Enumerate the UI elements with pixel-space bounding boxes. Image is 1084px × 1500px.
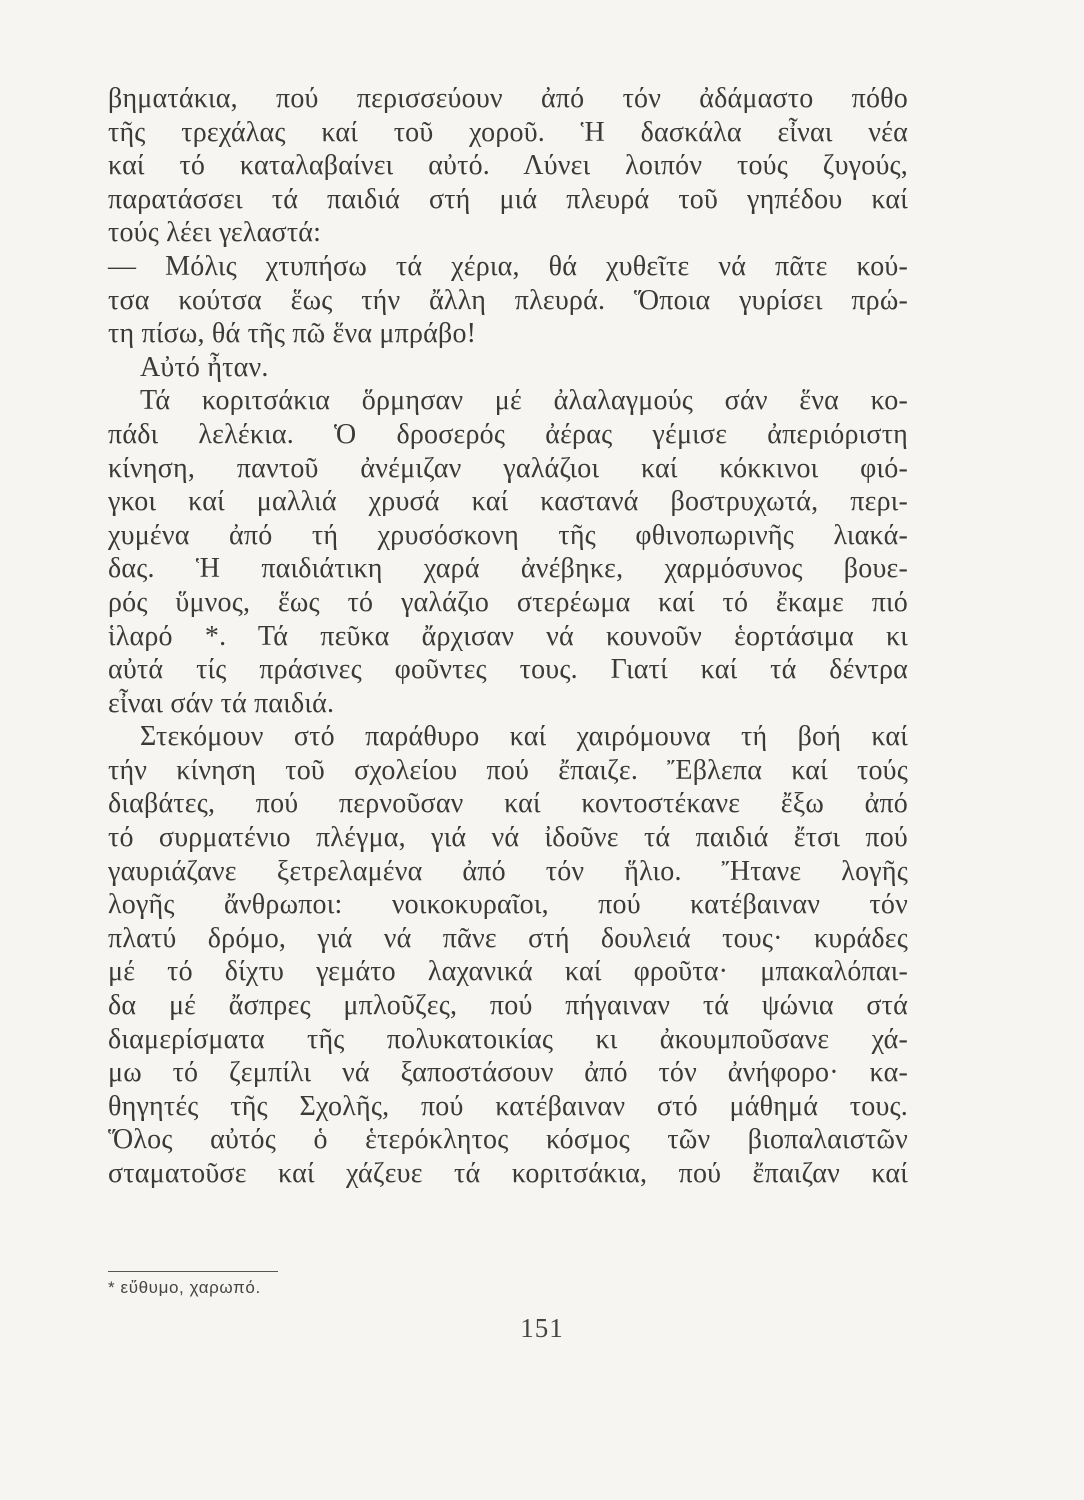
text-line: τῆς τρεχάλας καί τοῦ χοροῦ. Ἡ δασκάλα εἶναι νέα	[108, 116, 908, 148]
text-line: τούς λέει γελαστά:	[108, 217, 322, 249]
body-text	[108, 82, 908, 1191]
text-line: μω τό ζεμπίλι νά ξαποστάσουν ἀπό τόν ἀνήφορο· κα-	[108, 1057, 908, 1089]
text-line: θηγητές τῆς Σχολῆς, πού κατέβαιναν στό μάθημά τους.	[108, 1090, 908, 1122]
text-line: τσα κούτσα ἕως τήν ἄλλη πλευρά. Ὅποια γυρίσει πρώ-	[108, 284, 908, 316]
text-line: εἶναι σάν τά παιδιά.	[108, 687, 335, 719]
text-line: πάδι λελέκια. Ὁ δροσερός ἀέρας γέμισε ἀπεριόριστη	[108, 418, 908, 450]
text-line: ρός ὕμνος, ἕως τό γαλάζιο στερέωμα καί τό ἔκαμε πιό	[108, 586, 908, 618]
text-line: Στεκόμουν στό παράθυρο καί χαιρόμουνα τή βοή καί	[140, 721, 908, 753]
text-line: πλατύ δρόμο, γιά νά πᾶνε στή δουλειά τους· κυράδες	[108, 922, 908, 954]
text-line: δα μέ ἄσπρες μπλοῦζες, πού πήγαιναν τά ψώνια στά	[108, 990, 908, 1022]
text-line: παρατάσσει τά παιδιά στή μιά πλευρά τοῦ γηπέδου καί	[108, 183, 908, 215]
text-line: διαμερίσματα τῆς πολυκατοικίας κι ἀκουμποῦσανε χά-	[108, 1023, 908, 1055]
text-line: γκοι καί μαλλιά χρυσά καί καστανά βοστρυχωτά, περι-	[108, 486, 908, 518]
page-number: 151	[520, 1313, 564, 1343]
text-line: ἱλαρό *. Τά πεῦκα ἄρχισαν νά κουνοῦν ἑορτάσιμα κι	[108, 620, 908, 652]
text-line: τη πίσω, θά τῆς πῶ ἕνα μπράβο!	[108, 318, 477, 350]
text-line: κίνηση, παντοῦ ἀνέμιζαν γαλάζιοι καί κόκκινοι φιό-	[108, 452, 908, 484]
text-line: λογῆς ἄνθρωποι: νοικοκυραῖοι, πού κατέβαιναν τόν	[108, 889, 908, 921]
text-line: καί τό καταλαβαίνει αὐτό. Λύνει λοιπόν τούς ζυγούς,	[108, 150, 908, 182]
text-line: Ὅλος αὐτός ὁ ἑτερόκλητος κόσμος τῶν βιοπαλαιστῶν	[108, 1124, 908, 1156]
text-line: δας. Ἡ παιδιάτικη χαρά ἀνέβηκε, χαρμόσυνος βουε-	[108, 553, 908, 585]
text-line: Τά κοριτσάκια ὅρμησαν μέ ἀλαλαγμούς σάν ἕνα κο-	[140, 385, 908, 417]
text-line: τήν κίνηση τοῦ σχολείου πού ἔπαιζε. Ἔβλεπα καί τούς	[108, 754, 908, 786]
text-line: τό συρματένιο πλέγμα, γιά νά ἰδοῦνε τά παιδιά ἔτσι πού	[108, 822, 908, 854]
text-line: διαβάτες, πού περνοῦσαν καί κοντοστέκανε ἔξω ἀπό	[108, 788, 908, 820]
footnote: * εὔθυμο, χαρωπό.	[108, 1278, 261, 1297]
footnote-divider	[108, 1271, 278, 1272]
text-line: σταματοῦσε καί χάζευε τά κοριτσάκια, πού ἔπαιζαν καί	[108, 1158, 908, 1189]
text-line: Αὐτό ἦταν.	[140, 351, 269, 383]
text-line: βηματάκια, πού περισσεύουν ἀπό τόν ἀδάμαστο πόθο	[108, 83, 908, 114]
text-line: — Μόλις χτυπήσω τά χέρια, θά χυθεῖτε νά πᾶτε κού-	[108, 250, 908, 282]
text-line: χυμένα ἀπό τή χρυσόσκονη τῆς φθινοπωρινῆς λιακά-	[108, 519, 908, 551]
text-line: μέ τό δίχτυ γεμάτο λαχανικά καί φροῦτα· μπακαλόπαι-	[108, 956, 908, 988]
text-line: αὐτά τίς πράσινες φοῦντες τους. Γιατί καί τά δέντρα	[108, 654, 908, 686]
text-line: γαυριάζανε ξετρελαμένα ἀπό τόν ἥλιο. Ἤτανε λογῆς	[108, 855, 908, 887]
